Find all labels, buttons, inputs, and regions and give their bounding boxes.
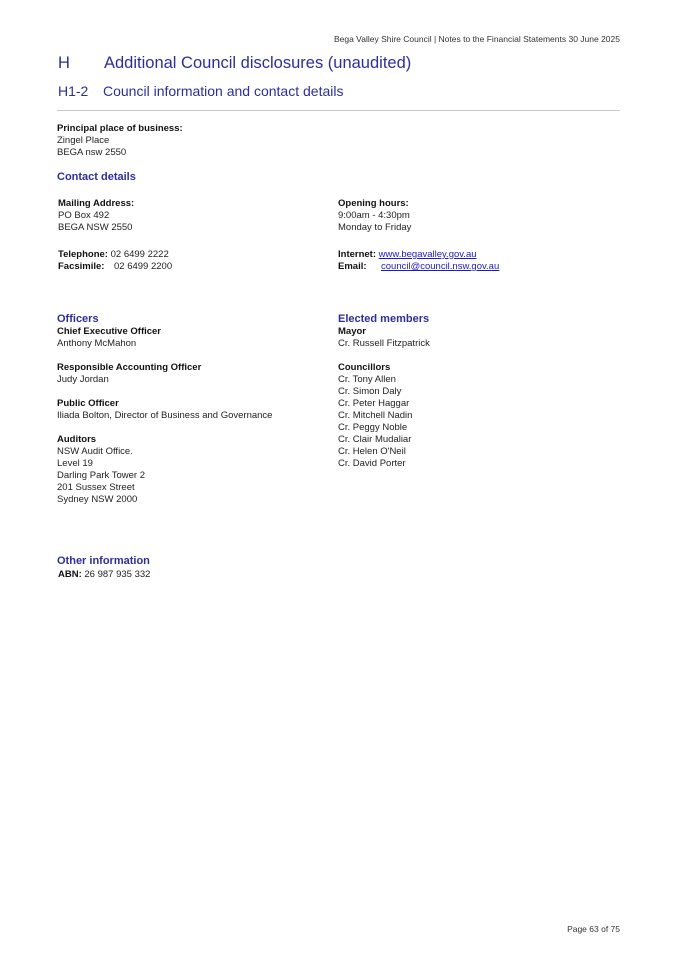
- facsimile-row: [58, 261, 172, 273]
- email-label: Email:: [338, 261, 367, 272]
- facsimile-value: 02 6499 2200: [114, 261, 173, 272]
- subsection-title: Council information and contact details: [103, 83, 344, 99]
- abn-label: ABN:: [58, 569, 82, 580]
- councillor-name: Cr. Helen O'Neil: [338, 446, 406, 457]
- officers-block: [57, 326, 272, 506]
- running-header: Bega Valley Shire Council | Notes to the Financial Statements 30 June 2025: [333, 34, 620, 44]
- councillor-name: Cr. Tony Allen: [338, 374, 396, 385]
- other-information-heading: Other information: [57, 555, 150, 567]
- principal-line: Zingel Place: [57, 135, 110, 146]
- internet-row: [338, 249, 499, 261]
- page-number: Page 63 of 75: [567, 924, 620, 934]
- website-link[interactable]: www.begavalley.gov.au: [378, 249, 477, 260]
- ceo-title: Chief Executive Officer: [57, 326, 162, 337]
- subsection-heading: [58, 83, 343, 99]
- opening-hours-block: [338, 198, 411, 234]
- section-title: Additional Council disclosures (unaudited): [104, 54, 412, 72]
- councillor-name: Cr. Simon Daly: [338, 386, 402, 397]
- mailing-line: BEGA NSW 2550: [58, 222, 133, 233]
- telephone-value: 02 6499 2222: [110, 249, 169, 260]
- councillor-name: Cr. Mitchell Nadin: [338, 410, 413, 421]
- mailing-line: PO Box 492: [58, 210, 110, 221]
- auditors-title: Auditors: [57, 434, 97, 445]
- mayor-title: Mayor: [338, 326, 366, 337]
- mailing-label: Mailing Address:: [58, 198, 135, 209]
- abn-row: [58, 569, 150, 581]
- councillors-title: Councillors: [338, 362, 391, 373]
- councillor-name: Cr. Peter Haggar: [338, 398, 410, 409]
- principal-label: Principal place of business:: [57, 123, 183, 134]
- subsection-number: H1-2: [58, 83, 89, 99]
- contact-details-heading: Contact details: [57, 171, 136, 183]
- elected-members-block: [338, 326, 430, 470]
- principal-place-block: [57, 123, 183, 159]
- public-officer-name: Iliada Bolton, Director of Business and Governance: [57, 410, 273, 421]
- officers-heading: Officers: [57, 313, 99, 325]
- facsimile-label: Facsimile:: [58, 261, 105, 272]
- public-officer-title: Public Officer: [57, 398, 119, 409]
- abn-value: 26 987 935 332: [84, 569, 151, 580]
- internet-label: Internet:: [338, 249, 376, 260]
- rao-title: Responsible Accounting Officer: [57, 362, 202, 373]
- rao-name: Judy Jordan: [57, 374, 109, 385]
- email-row: [338, 261, 499, 273]
- telephone-row: [58, 249, 172, 261]
- mayor-name: Cr. Russell Fitzpatrick: [338, 338, 430, 349]
- hours-label: Opening hours:: [338, 198, 409, 209]
- email-link[interactable]: council@council.nsw.gov.au: [381, 261, 500, 272]
- elected-members-heading: Elected members: [338, 313, 430, 325]
- auditors-line: 201 Sussex Street: [57, 482, 135, 493]
- phone-fax-block: [58, 249, 172, 273]
- principal-line: BEGA nsw 2550: [57, 147, 127, 158]
- hours-line: 9:00am - 4:30pm: [338, 210, 410, 221]
- telephone-label: Telephone:: [58, 249, 108, 260]
- councillor-name: Cr. Clair Mudaliar: [338, 434, 412, 445]
- auditors-line: Level 19: [57, 458, 93, 469]
- section-letter: H: [58, 54, 70, 72]
- councillor-name: Cr. David Porter: [338, 458, 406, 469]
- auditors-line: Sydney NSW 2000: [57, 494, 138, 505]
- auditors-line: NSW Audit Office.: [57, 446, 133, 457]
- mailing-address-block: [58, 198, 134, 234]
- section-heading: [58, 54, 411, 73]
- ceo-name: Anthony McMahon: [57, 338, 137, 349]
- councillor-name: Cr. Peggy Noble: [338, 422, 408, 433]
- heading-divider: [57, 110, 620, 111]
- hours-line: Monday to Friday: [338, 222, 412, 233]
- web-email-block: [338, 249, 499, 273]
- auditors-line: Darling Park Tower 2: [57, 470, 146, 481]
